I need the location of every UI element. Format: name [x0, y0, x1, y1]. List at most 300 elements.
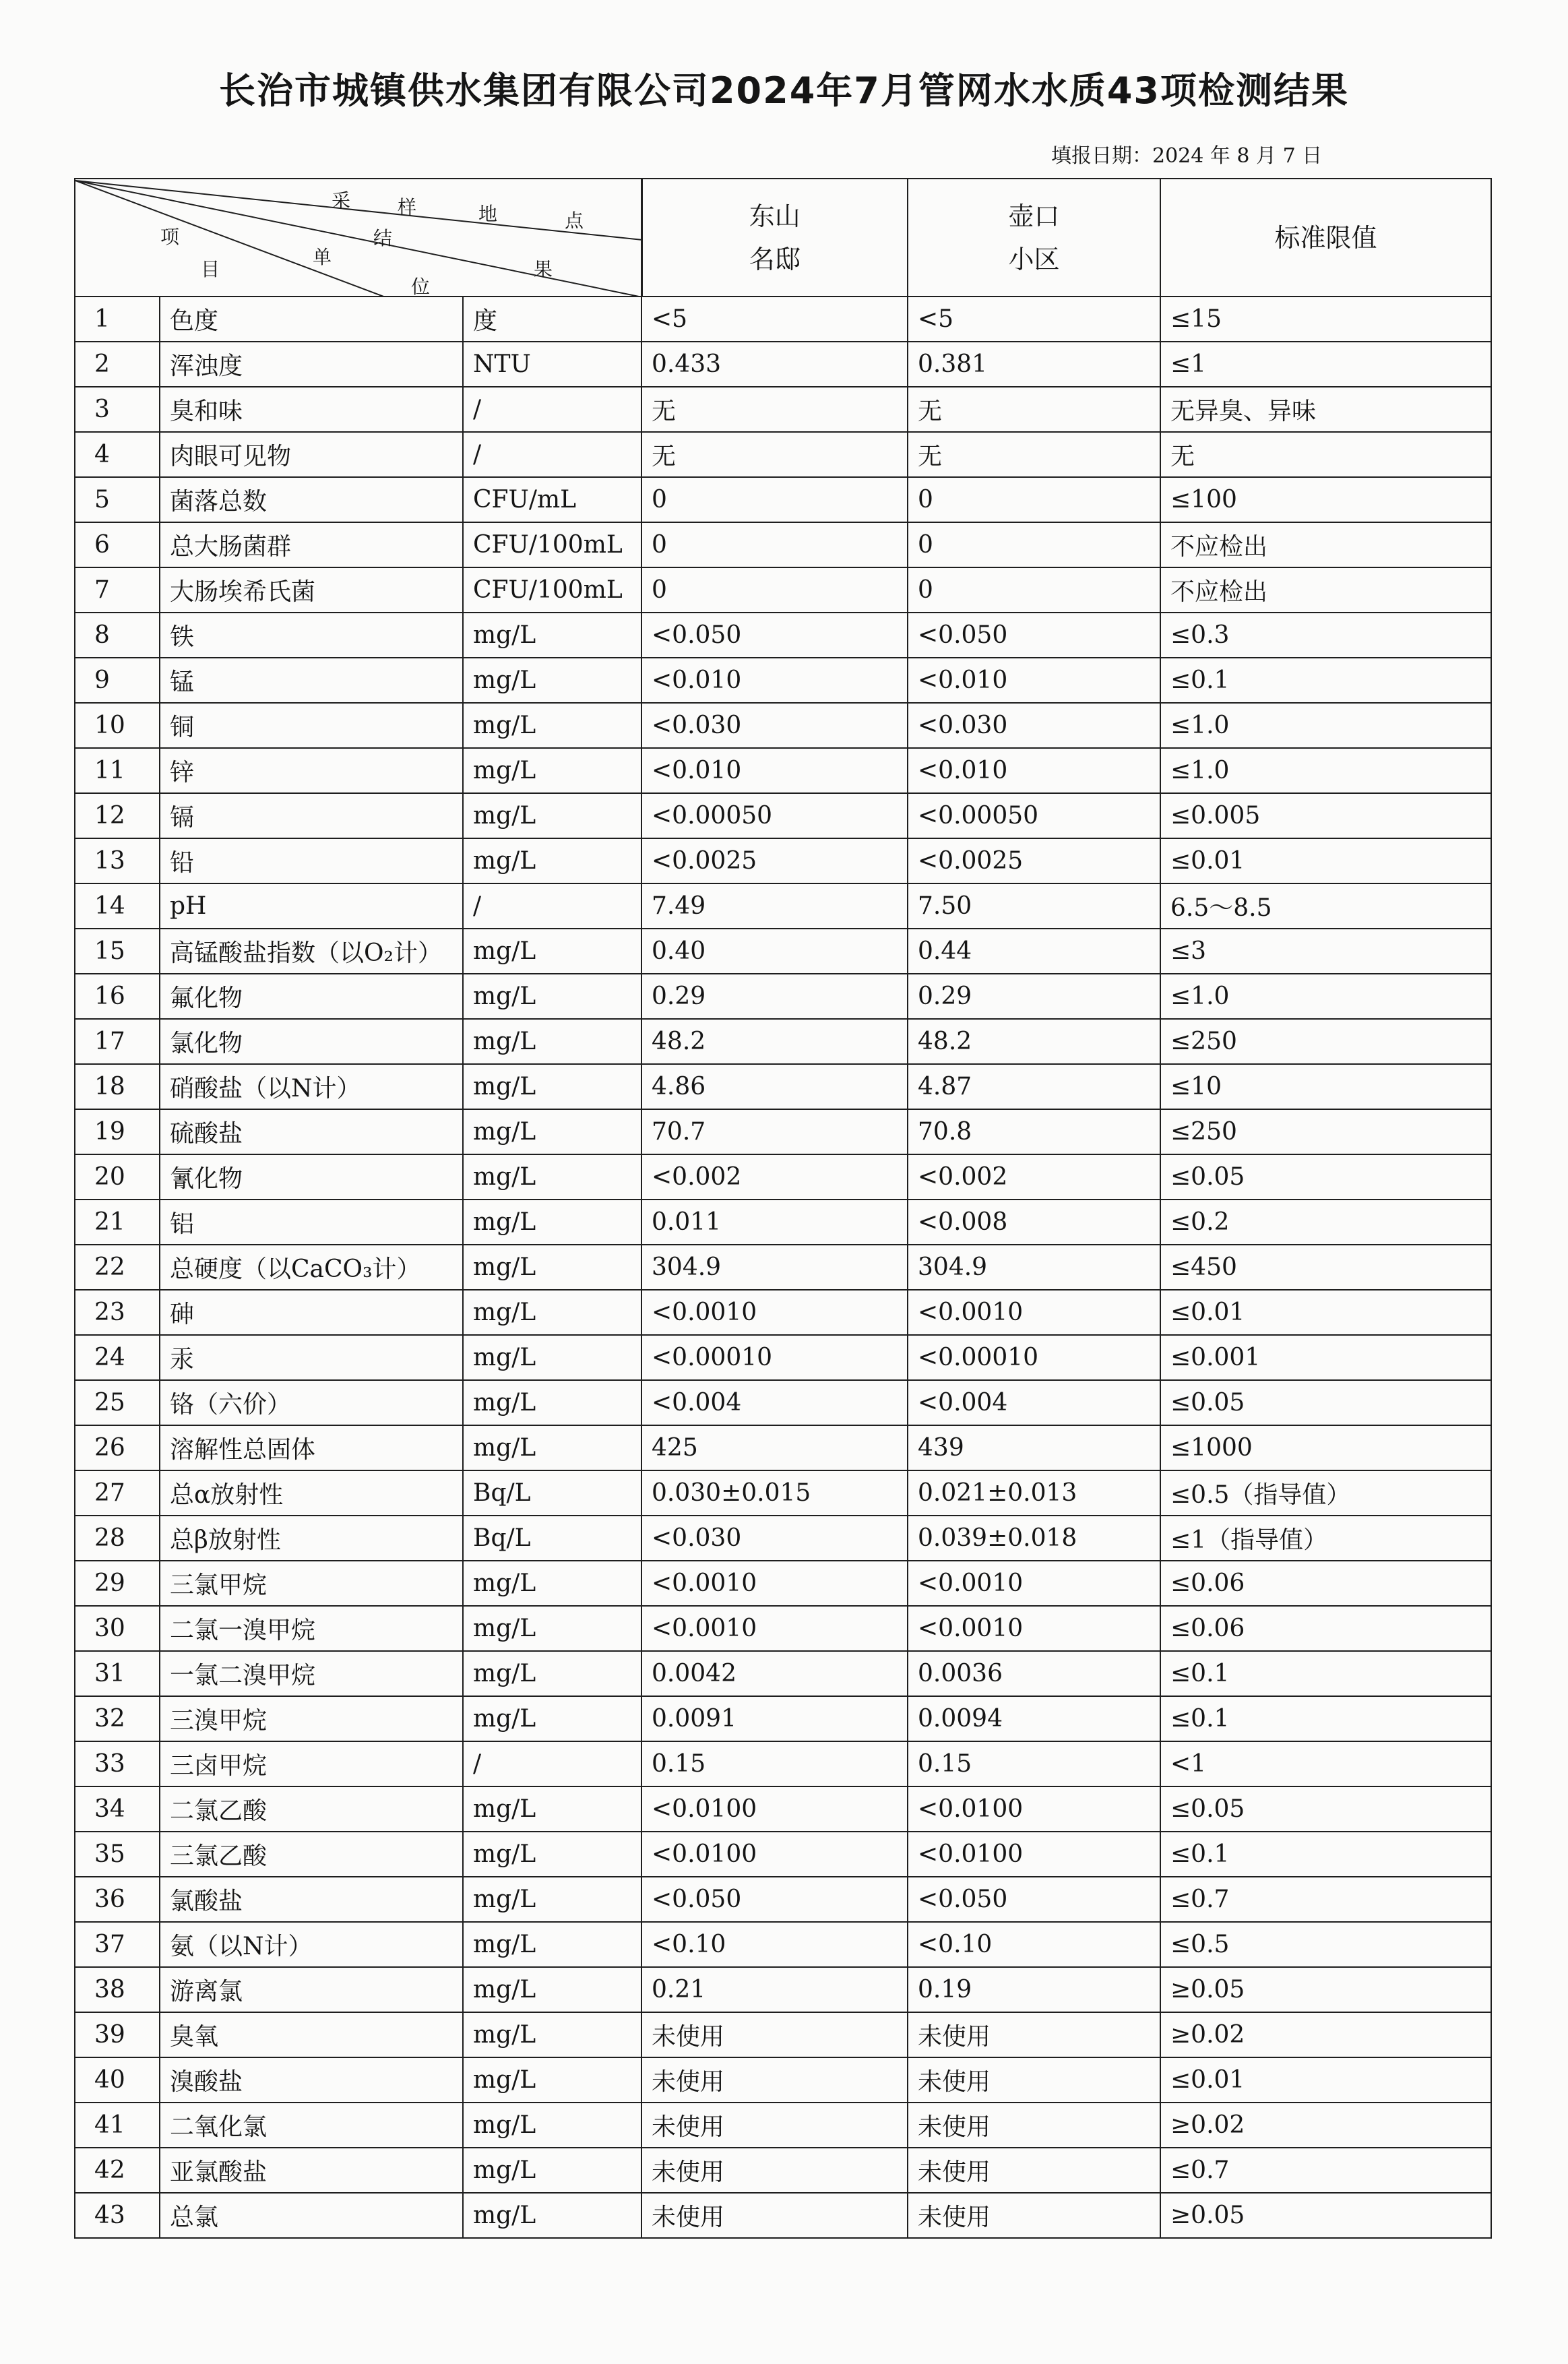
- item-number: 42: [75, 2148, 160, 2193]
- value-hukou: <0.10: [908, 1922, 1160, 1967]
- table-row: [75, 1651, 1491, 1696]
- item-unit: CFU/100mL: [463, 567, 641, 613]
- standard-limit: 无: [1160, 432, 1491, 477]
- standard-limit: ≤0.01: [1160, 1290, 1491, 1335]
- table-row: [75, 297, 1491, 342]
- standard-limit: ≤0.2: [1160, 1200, 1491, 1245]
- table-row: [75, 1425, 1491, 1470]
- item-unit: mg/L: [463, 1425, 641, 1470]
- item-unit: /: [463, 1741, 641, 1786]
- item-name: 色度: [160, 297, 463, 342]
- value-dongshan: <0.0100: [641, 1832, 908, 1877]
- value-dongshan: 70.7: [641, 1109, 908, 1154]
- item-unit: mg/L: [463, 1651, 641, 1696]
- value-dongshan: <0.0100: [641, 1786, 908, 1832]
- item-number: 31: [75, 1651, 160, 1696]
- table-row: [75, 1380, 1491, 1425]
- value-dongshan: <0.010: [641, 658, 908, 703]
- value-dongshan: <0.0010: [641, 1290, 908, 1335]
- item-name: 高锰酸盐指数（以O₂计）: [160, 929, 463, 974]
- value-hukou: 7.50: [908, 883, 1160, 929]
- value-hukou: <0.050: [908, 1877, 1160, 1922]
- item-name: 游离氯: [160, 1967, 463, 2012]
- value-hukou: 0.0036: [908, 1651, 1160, 1696]
- item-unit: mg/L: [463, 793, 641, 838]
- value-dongshan: <0.00050: [641, 793, 908, 838]
- item-name: 总β放射性: [160, 1516, 463, 1561]
- standard-limit-header: 标准限值: [1160, 179, 1491, 297]
- value-dongshan: 未使用: [641, 2103, 908, 2148]
- item-name: 总α放射性: [160, 1470, 463, 1516]
- item-number: 16: [75, 974, 160, 1019]
- value-dongshan: 0.29: [641, 974, 908, 1019]
- table-header-row: [75, 179, 1491, 297]
- value-hukou: 0: [908, 522, 1160, 567]
- item-name: 铅: [160, 838, 463, 883]
- standard-limit: ≤0.05: [1160, 1154, 1491, 1200]
- value-hukou: <0.00050: [908, 793, 1160, 838]
- item-name: 溶解性总固体: [160, 1425, 463, 1470]
- standard-limit: ≤1.0: [1160, 748, 1491, 793]
- value-hukou: 4.87: [908, 1064, 1160, 1109]
- item-unit: mg/L: [463, 2148, 641, 2193]
- standard-limit: ≥0.02: [1160, 2012, 1491, 2057]
- value-hukou: <0.010: [908, 658, 1160, 703]
- item-name: 锰: [160, 658, 463, 703]
- item-number: 41: [75, 2103, 160, 2148]
- value-dongshan: 304.9: [641, 1245, 908, 1290]
- value-hukou: 未使用: [908, 2148, 1160, 2193]
- item-name: 亚氯酸盐: [160, 2148, 463, 2193]
- table-row: [75, 1154, 1491, 1200]
- item-unit: mg/L: [463, 1154, 641, 1200]
- table-row: [75, 2148, 1491, 2193]
- value-dongshan: <0.030: [641, 1516, 908, 1561]
- item-unit: /: [463, 387, 641, 432]
- item-name: 氰化物: [160, 1154, 463, 1200]
- table-row: [75, 1561, 1491, 1606]
- item-unit: mg/L: [463, 748, 641, 793]
- item-number: 5: [75, 477, 160, 522]
- value-dongshan: 0.011: [641, 1200, 908, 1245]
- standard-limit: ≤10: [1160, 1064, 1491, 1109]
- standard-limit: ≤0.1: [1160, 658, 1491, 703]
- value-hukou: <0.010: [908, 748, 1160, 793]
- standard-limit: ≤250: [1160, 1019, 1491, 1064]
- item-number: 22: [75, 1245, 160, 1290]
- value-hukou: 0: [908, 567, 1160, 613]
- item-name: 臭氧: [160, 2012, 463, 2057]
- value-dongshan: <0.004: [641, 1380, 908, 1425]
- table-row: [75, 1019, 1491, 1064]
- item-number: 17: [75, 1019, 160, 1064]
- item-number: 14: [75, 883, 160, 929]
- item-name: 氯酸盐: [160, 1877, 463, 1922]
- item-unit: /: [463, 883, 641, 929]
- item-number: 34: [75, 1786, 160, 1832]
- value-hukou: <0.00010: [908, 1335, 1160, 1380]
- value-dongshan: <0.030: [641, 703, 908, 748]
- item-name: 硝酸盐（以N计）: [160, 1064, 463, 1109]
- value-dongshan: 7.49: [641, 883, 908, 929]
- item-name: 砷: [160, 1290, 463, 1335]
- diag-mid-2: 果: [534, 258, 553, 280]
- item-number: 38: [75, 1967, 160, 2012]
- value-dongshan: 0.0042: [641, 1651, 908, 1696]
- standard-limit: ≤0.06: [1160, 1561, 1491, 1606]
- item-name: 一氯二溴甲烷: [160, 1651, 463, 1696]
- item-name: 三溴甲烷: [160, 1696, 463, 1741]
- item-number: 24: [75, 1335, 160, 1380]
- diag-unit-1: 单: [313, 246, 332, 268]
- table-row: [75, 1696, 1491, 1741]
- item-unit: Bq/L: [463, 1470, 641, 1516]
- value-hukou: 未使用: [908, 2193, 1160, 2238]
- item-unit: mg/L: [463, 2103, 641, 2148]
- item-unit: mg/L: [463, 1019, 641, 1064]
- standard-limit: ≥0.05: [1160, 2193, 1491, 2238]
- standard-limit: ≤1000: [1160, 1425, 1491, 1470]
- item-name: 氯化物: [160, 1019, 463, 1064]
- item-name: 二氯乙酸: [160, 1786, 463, 1832]
- value-hukou: <0.008: [908, 1200, 1160, 1245]
- value-hukou: <0.0010: [908, 1606, 1160, 1651]
- value-hukou: <0.004: [908, 1380, 1160, 1425]
- item-number: 9: [75, 658, 160, 703]
- table-row: [75, 1470, 1491, 1516]
- table-row: [75, 883, 1491, 929]
- standard-limit: ≤450: [1160, 1245, 1491, 1290]
- item-unit: CFU/mL: [463, 477, 641, 522]
- value-dongshan: 未使用: [641, 2057, 908, 2103]
- value-dongshan: 425: [641, 1425, 908, 1470]
- value-hukou: <0.0100: [908, 1832, 1160, 1877]
- item-number: 3: [75, 387, 160, 432]
- table-row: [75, 1922, 1491, 1967]
- item-number: 40: [75, 2057, 160, 2103]
- item-name: 三氯甲烷: [160, 1561, 463, 1606]
- value-dongshan: 48.2: [641, 1019, 908, 1064]
- item-unit: CFU/100mL: [463, 522, 641, 567]
- item-name: 锌: [160, 748, 463, 793]
- value-hukou: 0.29: [908, 974, 1160, 1019]
- standard-limit: ≤250: [1160, 1109, 1491, 1154]
- item-name: pH: [160, 883, 463, 929]
- diag-left-1: 项: [160, 226, 180, 248]
- value-dongshan: <0.050: [641, 1877, 908, 1922]
- item-number: 15: [75, 929, 160, 974]
- diag-top-1: 采: [332, 189, 351, 212]
- item-name: 总大肠菌群: [160, 522, 463, 567]
- value-hukou: <5: [908, 297, 1160, 342]
- item-number: 39: [75, 2012, 160, 2057]
- diag-top-2: 样: [398, 196, 417, 218]
- item-number: 43: [75, 2193, 160, 2238]
- value-dongshan: 0: [641, 522, 908, 567]
- item-unit: mg/L: [463, 974, 641, 1019]
- item-unit: mg/L: [463, 2057, 641, 2103]
- item-unit: mg/L: [463, 1696, 641, 1741]
- item-unit: mg/L: [463, 2193, 641, 2238]
- value-dongshan: <0.002: [641, 1154, 908, 1200]
- standard-limit: ≤0.5（指导值）: [1160, 1470, 1491, 1516]
- standard-limit: ≤1.0: [1160, 703, 1491, 748]
- value-dongshan: 未使用: [641, 2193, 908, 2238]
- item-unit: mg/L: [463, 1290, 641, 1335]
- value-dongshan: <0.00010: [641, 1335, 908, 1380]
- item-name: 铝: [160, 1200, 463, 1245]
- item-number: 8: [75, 613, 160, 658]
- value-hukou: 未使用: [908, 2012, 1160, 2057]
- item-number: 33: [75, 1741, 160, 1786]
- diagonal-header-cell: [75, 179, 641, 297]
- table-row: [75, 567, 1491, 613]
- diag-top-3: 地: [478, 203, 498, 225]
- value-dongshan: 无: [641, 387, 908, 432]
- standard-limit: ≤0.7: [1160, 1877, 1491, 1922]
- table-body: [75, 297, 1491, 2238]
- item-name: 总硬度（以CaCO₃计）: [160, 1245, 463, 1290]
- standard-limit: ≤0.1: [1160, 1832, 1491, 1877]
- item-name: 硫酸盐: [160, 1109, 463, 1154]
- table-row: [75, 1109, 1491, 1154]
- item-unit: mg/L: [463, 2012, 641, 2057]
- item-unit: NTU: [463, 342, 641, 387]
- item-unit: /: [463, 432, 641, 477]
- standard-limit: ≤0.7: [1160, 2148, 1491, 2193]
- item-number: 11: [75, 748, 160, 793]
- item-unit: Bq/L: [463, 1516, 641, 1561]
- table-row: [75, 703, 1491, 748]
- standard-limit: 不应检出: [1160, 522, 1491, 567]
- standard-limit: ≤0.01: [1160, 838, 1491, 883]
- item-unit: mg/L: [463, 929, 641, 974]
- value-dongshan: 0.15: [641, 1741, 908, 1786]
- value-dongshan: 0.030±0.015: [641, 1470, 908, 1516]
- table-row: [75, 2103, 1491, 2148]
- item-number: 21: [75, 1200, 160, 1245]
- standard-limit: 不应检出: [1160, 567, 1491, 613]
- item-number: 19: [75, 1109, 160, 1154]
- item-number: 10: [75, 703, 160, 748]
- item-name: 臭和味: [160, 387, 463, 432]
- value-dongshan: <0.0010: [641, 1606, 908, 1651]
- table-row: [75, 342, 1491, 387]
- value-dongshan: <5: [641, 297, 908, 342]
- value-hukou: 0.15: [908, 1741, 1160, 1786]
- site-header-hukou: 壶口 小区: [908, 179, 1160, 297]
- item-unit: mg/L: [463, 1922, 641, 1967]
- value-hukou: 无: [908, 387, 1160, 432]
- standard-limit: ≤0.05: [1160, 1786, 1491, 1832]
- value-hukou: <0.0025: [908, 838, 1160, 883]
- item-number: 37: [75, 1922, 160, 1967]
- item-name: 浑浊度: [160, 342, 463, 387]
- value-hukou: <0.0100: [908, 1786, 1160, 1832]
- item-name: 铁: [160, 613, 463, 658]
- item-number: 1: [75, 297, 160, 342]
- item-number: 6: [75, 522, 160, 567]
- standard-limit: ≤0.3: [1160, 613, 1491, 658]
- table-row: [75, 974, 1491, 1019]
- item-number: 25: [75, 1380, 160, 1425]
- table-row: [75, 1200, 1491, 1245]
- item-name: 大肠埃希氏菌: [160, 567, 463, 613]
- item-number: 29: [75, 1561, 160, 1606]
- table-row: [75, 1290, 1491, 1335]
- table-row: [75, 793, 1491, 838]
- standard-limit: ≤0.01: [1160, 2057, 1491, 2103]
- item-unit: mg/L: [463, 838, 641, 883]
- table-row: [75, 387, 1491, 432]
- standard-limit: ≤0.001: [1160, 1335, 1491, 1380]
- item-number: 2: [75, 342, 160, 387]
- item-number: 20: [75, 1154, 160, 1200]
- site-header-dongshan: 东山 名邸: [641, 179, 908, 297]
- table-row: [75, 1245, 1491, 1290]
- value-hukou: 0: [908, 477, 1160, 522]
- value-hukou: 0.039±0.018: [908, 1516, 1160, 1561]
- item-name: 二氧化氯: [160, 2103, 463, 2148]
- diag-top-4: 点: [565, 210, 584, 232]
- value-dongshan: <0.0010: [641, 1561, 908, 1606]
- value-hukou: 70.8: [908, 1109, 1160, 1154]
- table-row: [75, 1877, 1491, 1922]
- standard-limit: ≤0.5: [1160, 1922, 1491, 1967]
- table-row: [75, 1786, 1491, 1832]
- item-name: 二氯一溴甲烷: [160, 1606, 463, 1651]
- item-number: 18: [75, 1064, 160, 1109]
- standard-limit: <1: [1160, 1741, 1491, 1786]
- value-hukou: 0.0094: [908, 1696, 1160, 1741]
- fill-date: 填报日期：2024 年 8 月 7 日: [1051, 144, 1323, 168]
- item-name: 氨（以N计）: [160, 1922, 463, 1967]
- item-name: 氟化物: [160, 974, 463, 1019]
- value-dongshan: 4.86: [641, 1064, 908, 1109]
- table-row: [75, 1832, 1491, 1877]
- standard-limit: ≤0.1: [1160, 1696, 1491, 1741]
- diag-unit-2: 位: [411, 276, 431, 297]
- table-row: [75, 613, 1491, 658]
- value-hukou: <0.030: [908, 703, 1160, 748]
- item-name: 铬（六价）: [160, 1380, 463, 1425]
- standard-limit: ≥0.02: [1160, 2103, 1491, 2148]
- value-hukou: <0.0010: [908, 1290, 1160, 1335]
- item-name: 肉眼可见物: [160, 432, 463, 477]
- value-hukou: 0.021±0.013: [908, 1470, 1160, 1516]
- item-number: 27: [75, 1470, 160, 1516]
- value-hukou: 439: [908, 1425, 1160, 1470]
- item-number: 32: [75, 1696, 160, 1741]
- table-row: [75, 1741, 1491, 1786]
- standard-limit: ≤1: [1160, 342, 1491, 387]
- item-number: 12: [75, 793, 160, 838]
- item-name: 菌落总数: [160, 477, 463, 522]
- item-unit: mg/L: [463, 1064, 641, 1109]
- item-name: 铜: [160, 703, 463, 748]
- item-unit: mg/L: [463, 658, 641, 703]
- table-row: [75, 1606, 1491, 1651]
- standard-limit: ≤0.05: [1160, 1380, 1491, 1425]
- value-dongshan: 0.21: [641, 1967, 908, 2012]
- value-dongshan: 无: [641, 432, 908, 477]
- standard-limit: ≤15: [1160, 297, 1491, 342]
- item-unit: mg/L: [463, 1109, 641, 1154]
- item-unit: mg/L: [463, 1877, 641, 1922]
- value-dongshan: <0.10: [641, 1922, 908, 1967]
- item-unit: mg/L: [463, 1380, 641, 1425]
- value-hukou: 无: [908, 432, 1160, 477]
- value-hukou: 304.9: [908, 1245, 1160, 1290]
- value-dongshan: 0.40: [641, 929, 908, 974]
- standard-limit: ≤100: [1160, 477, 1491, 522]
- item-name: 汞: [160, 1335, 463, 1380]
- standard-limit: ≤1.0: [1160, 974, 1491, 1019]
- item-name: 溴酸盐: [160, 2057, 463, 2103]
- diag-left-2: 目: [201, 258, 220, 280]
- item-number: 23: [75, 1290, 160, 1335]
- item-number: 35: [75, 1832, 160, 1877]
- value-dongshan: 0: [641, 477, 908, 522]
- diag-mid-1: 结: [373, 227, 393, 249]
- item-number: 28: [75, 1516, 160, 1561]
- item-name: 镉: [160, 793, 463, 838]
- item-name: 三氯乙酸: [160, 1832, 463, 1877]
- item-unit: mg/L: [463, 1967, 641, 2012]
- item-unit: mg/L: [463, 1786, 641, 1832]
- standard-limit: ≤1（指导值）: [1160, 1516, 1491, 1561]
- value-hukou: 0.44: [908, 929, 1160, 974]
- value-hukou: 0.19: [908, 1967, 1160, 2012]
- item-number: 4: [75, 432, 160, 477]
- value-hukou: <0.0010: [908, 1561, 1160, 1606]
- item-number: 13: [75, 838, 160, 883]
- table-row: [75, 748, 1491, 793]
- value-dongshan: 未使用: [641, 2148, 908, 2193]
- item-name: 总氯: [160, 2193, 463, 2238]
- value-hukou: 48.2: [908, 1019, 1160, 1064]
- value-hukou: 0.381: [908, 342, 1160, 387]
- table-row: [75, 2057, 1491, 2103]
- standard-limit: ≤3: [1160, 929, 1491, 974]
- item-number: 7: [75, 567, 160, 613]
- value-dongshan: <0.050: [641, 613, 908, 658]
- table-row: [75, 522, 1491, 567]
- item-unit: mg/L: [463, 1200, 641, 1245]
- value-dongshan: <0.010: [641, 748, 908, 793]
- item-unit: mg/L: [463, 1245, 641, 1290]
- item-number: 30: [75, 1606, 160, 1651]
- value-hukou: <0.050: [908, 613, 1160, 658]
- item-unit: mg/L: [463, 1832, 641, 1877]
- document-title: 长治市城镇供水集团有限公司2024年7月管网水水质43项检测结果: [218, 69, 1349, 112]
- item-unit: 度: [463, 297, 641, 342]
- value-dongshan: 0.0091: [641, 1696, 908, 1741]
- standard-limit: ≤0.005: [1160, 793, 1491, 838]
- value-dongshan: 未使用: [641, 2012, 908, 2057]
- table-row: [75, 1064, 1491, 1109]
- table-row: [75, 432, 1491, 477]
- standard-limit: ≤0.1: [1160, 1651, 1491, 1696]
- standard-limit: 无异臭、异味: [1160, 387, 1491, 432]
- item-unit: mg/L: [463, 1561, 641, 1606]
- table-row: [75, 2012, 1491, 2057]
- value-hukou: <0.002: [908, 1154, 1160, 1200]
- table-row: [75, 477, 1491, 522]
- water-quality-table: [74, 178, 1492, 2239]
- standard-limit: ≤0.06: [1160, 1606, 1491, 1651]
- item-unit: mg/L: [463, 613, 641, 658]
